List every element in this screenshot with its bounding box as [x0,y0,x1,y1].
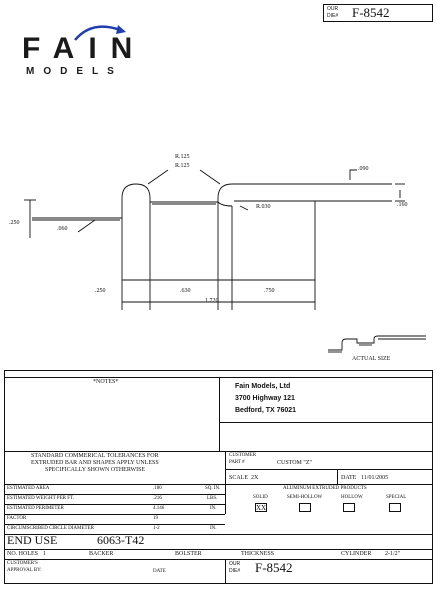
company-street: 3700 Highway 121 [235,395,295,402]
end-use-label: END USE [7,533,58,547]
dim-radius-1: R.125 [175,154,190,160]
die-label-our-bottom: OUR [229,561,241,567]
die-number-box-top [323,4,433,22]
dim-160: .160 [397,202,408,208]
spec-label: CIRCUMSCRIBED CIRCLE DIAMETER [7,526,94,531]
logo-word-fain: FAIN [22,32,147,65]
scale-value: 2X [251,475,259,481]
option-hollow-label: HOLLOW [341,495,363,500]
date-value: 11/01/2005 [361,475,389,481]
date-label: DATE [341,475,357,481]
spec-unit: IN. [210,526,217,531]
dim-250-bottom: .250 [95,288,106,294]
holes-label: NO. HOLES [7,551,38,557]
actual-size-label: ACTUAL SIZE [352,356,391,362]
fain-models-logo [20,18,180,78]
tolerance-line-1: STANDARD COMMERICAL TOLERANCES FOR [31,453,159,459]
profile-drawing-svg [0,140,437,375]
profile-drawing [0,140,437,375]
spec-value: .180 [153,486,162,491]
option-special-checkbox[interactable] [389,503,401,512]
die-number-value: F-8542 [352,5,390,20]
option-solid-label: SOLID [253,495,268,500]
spec-value: 19 [153,516,158,521]
spec-unit: SQ. IN. [205,486,221,491]
die-label-die-bottom: DIE# [229,568,241,574]
holes-value: 1 [43,551,46,557]
option-solid-checkbox[interactable]: XX [256,504,267,512]
dim-090: .090 [358,166,369,172]
bolster-label: BOLSTER [175,551,202,557]
spec-value: 4.146 [153,506,165,511]
dim-630: .630 [180,288,191,294]
part-number-label: PART # [229,460,245,465]
backer-label: BACKER [89,551,114,557]
spec-label: ESTIMATED PERIMETER [7,506,64,511]
die-number-value-bottom: F-8542 [255,560,293,575]
option-special-label: SPECIAL [386,495,407,500]
spec-value: .216 [153,496,162,501]
option-semi-hollow-checkbox[interactable] [299,503,311,512]
dim-250-left: .250 [9,220,20,226]
spec-label: ESTIMATED WEIGHT PER FT. [7,496,74,501]
option-hollow-checkbox[interactable] [343,503,355,512]
spec-unit: IN. [210,506,217,511]
tolerance-line-2: EXTRUDED BAR AND SHAPES APPLY UNLESS [31,460,159,466]
customer-label: CUSTOMER [229,453,257,458]
tolerance-line-3: SPECIFICALLY SHOWN OTHERWISE [45,467,146,473]
specs-table [5,484,225,534]
notes-heading: *NOTES* [93,379,119,385]
dim-1720: 1.720 [205,298,219,304]
spec-label: FACTOR [7,516,27,521]
cylinder-label: CYLINDER [341,551,372,557]
approval-label-2: APPROVAL BY: [7,568,42,573]
aluminum-heading: ALUMINUM EXTRUDED PRODUCTS [283,486,367,491]
dim-750: .750 [264,288,275,294]
dim-radius-3: R.030 [256,204,271,210]
die-label-die: DIE# [327,13,339,19]
dim-radius-2: R.125 [175,163,190,169]
spec-label: ESTIMATED AREA [7,486,50,491]
cylinder-value: 2-1/2" [385,551,401,557]
scale-label: SCALE [229,475,249,481]
dim-060: .060 [57,226,68,232]
thickness-label: THICKNESS [241,551,275,557]
spec-unit: LBS. [207,496,218,501]
logo-word-models: MODELS [26,66,123,77]
approval-label-1: CUSTOMER'S [7,561,38,566]
approval-date-label: DATE [153,569,166,574]
die-label-our: OUR [327,6,339,12]
company-name: Fain Models, Ltd [235,383,291,390]
title-block [4,370,433,584]
company-city: Bedford, TX 76021 [235,407,297,414]
end-use-value: 6063-T42 [97,533,145,547]
spec-value: 1-2 [153,526,160,531]
part-number-value: CUSTOM "Z" [277,460,312,466]
option-semi-hollow-label: SEMI-HOLLOW [287,495,323,500]
